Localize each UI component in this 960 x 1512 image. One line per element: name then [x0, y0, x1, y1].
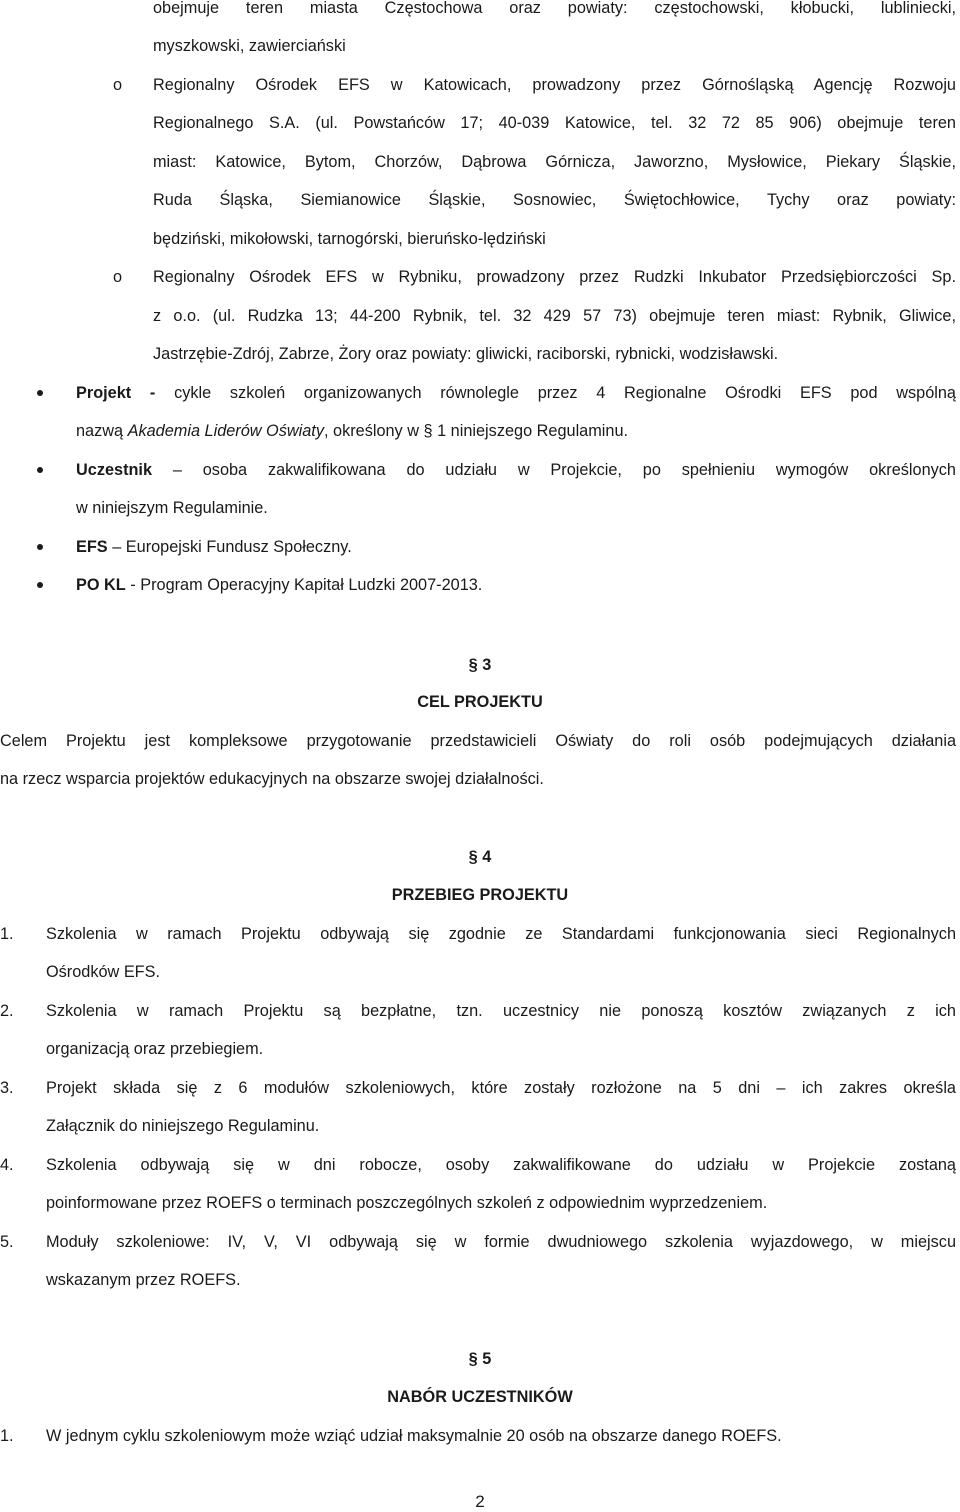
bullet-icon: [37, 544, 43, 550]
list-item-number: 1.: [0, 925, 14, 943]
section-4-item-4-line-2: poinformowane przez ROEFS o terminach poszczególnych szkoleń z odpowiednim wyprzedzeniem.: [46, 1194, 768, 1212]
section-4-item-2-line-1: Szkolenia w ramach Projektu są bezpłatne, tzn. uczestnicy nie ponoszą kosztów związanych z ich: [46, 1002, 956, 1020]
section-4-item-1-line-2: Ośrodków EFS.: [46, 963, 161, 981]
definition-projekt-line-1: [76, 383, 956, 403]
list-item-number: 2.: [0, 1002, 14, 1020]
section-4-title: PRZEBIEG PROJEKTU: [391, 886, 569, 904]
page-number: 2: [475, 1492, 485, 1511]
subitem-2-line-1: Regionalny Ośrodek EFS w Katowicach, prowadzony przez Górnośląską Agencję Rozwoju: [153, 76, 956, 94]
subitem-1-line-2: myszkowski, zawierciański: [153, 37, 346, 55]
section-4-item-3-line-1: Projekt składa się z 6 modułów szkoleniowych, które zostały rozłożone na 5 dni – ich zakres określa: [46, 1079, 956, 1097]
subitem-2-line-4: Ruda Śląska, Siemianowice Śląskie, Sosnowiec, Świętochłowice, Tychy oraz powiaty:: [153, 191, 956, 209]
definition-uczestnik-term: Uczestnik: [76, 461, 153, 479]
section-4-item-5-line-1: Moduły szkoleniowe: IV, V, VI odbywają się w formie dwudniowego szkolenia wyjazdowego, w miejscu: [46, 1233, 956, 1251]
section-4-item-4-line-1: Szkolenia odbywają się w dni robocze, osoby zakwalifikowane do udziału w Projekcie zostaną: [46, 1156, 956, 1174]
section-5-item-1-line-1: W jednym cyklu szkoleniowym może wziąć udział maksymalnie 20 osób na obszarze danego ROEFS.: [46, 1427, 782, 1445]
section-4-item-5-line-2: wskazanym przez ROEFS.: [46, 1271, 241, 1289]
definition-projekt-term: Projekt -: [76, 384, 156, 402]
subitem-3-line-2: z o.o. (ul. Rudzka 13; 44-200 Rybnik, tel. 32 429 57 73) obejmuje teren miast: Rybnik, Gliwice,: [153, 307, 956, 325]
section-3-line-2: na rzecz wsparcia projektów edukacyjnych na obszarze swojej działalności.: [0, 770, 544, 788]
bullet-icon: [37, 390, 43, 396]
section-5-title: NABÓR UCZESTNIKÓW: [387, 1388, 573, 1406]
definition-pokl: PO KL - Program Operacyjny Kapitał Ludzki 2007-2013.: [76, 576, 483, 594]
section-3-number: § 3: [468, 656, 492, 674]
section-4-item-2-line-2: organizacją oraz przebiegiem.: [46, 1040, 264, 1058]
bullet-icon: [37, 582, 43, 588]
section-4-item-3-line-2: Załącznik do niniejszego Regulaminu.: [46, 1117, 320, 1135]
subitem-2-line-5: będziński, mikołowski, tarnogórski, bieruńsko-lędziński: [153, 230, 546, 248]
section-4-number: § 4: [468, 848, 492, 866]
list-item-number: 3.: [0, 1079, 14, 1097]
subitem-2-line-2: Regionalnego S.A. (ul. Powstańców 17; 40-039 Katowice, tel. 32 72 85 906) obejmuje teren: [153, 114, 956, 132]
definition-projekt-line-2: nazwą Akademia Liderów Oświaty, określony w § 1 niniejszego Regulaminu.: [76, 422, 629, 440]
section-5-number: § 5: [468, 1350, 492, 1368]
section-4-item-1-line-1: Szkolenia w ramach Projektu odbywają się zgodnie ze Standardami funkcjonowania sieci Regionalnych: [46, 925, 956, 943]
subitem-1-line-1: obejmuje teren miasta Częstochowa oraz powiaty: częstochowski, kłobucki, lubliniecki,: [153, 0, 956, 17]
definition-pokl-term: PO KL: [76, 576, 126, 594]
list-item-number: 1.: [0, 1427, 14, 1445]
subitem-2-line-3: miast: Katowice, Bytom, Chorzów, Dąbrowa Górnicza, Jaworzno, Mysłowice, Piekary Śląskie,: [153, 153, 956, 171]
subitem-3-line-1: Regionalny Ośrodek EFS w Rybniku, prowadzony przez Rudzki Inkubator Przedsiębiorczości Sp.: [153, 268, 956, 286]
definition-uczestnik-line-2: w niniejszym Regulaminie.: [76, 499, 268, 517]
section-3-line-1: Celem Projektu jest kompleksowe przygotowanie przedstawicieli Oświaty do roli osób podejmujących działania: [0, 732, 956, 750]
bullet-icon: [37, 467, 43, 473]
definition-efs: EFS – Europejski Fundusz Społeczny.: [76, 538, 352, 556]
list-item-number: 5.: [0, 1233, 14, 1251]
subitem-3-marker: o: [113, 268, 123, 286]
definition-projekt-text: cykle szkoleń organizowanych równolegle przez 4 Regionalne Ośrodki EFS pod wspólną: [174, 384, 956, 402]
definition-uczestnik-text: – osoba zakwalifikowana do udziału w Projekcie, po spełnieniu wymogów określonych: [172, 461, 956, 479]
section-3-title: CEL PROJEKTU: [417, 693, 543, 711]
project-name: Akademia Liderów Oświaty: [127, 422, 324, 440]
subitem-2-marker: o: [113, 76, 123, 94]
subitem-3-line-3: Jastrzębie-Zdrój, Zabrze, Żory oraz powiaty: gliwicki, raciborski, rybnicki, wodzisławski.: [153, 345, 779, 363]
definition-efs-term: EFS: [76, 538, 108, 556]
definition-uczestnik-line-1: [76, 460, 956, 480]
list-item-number: 4.: [0, 1156, 14, 1174]
